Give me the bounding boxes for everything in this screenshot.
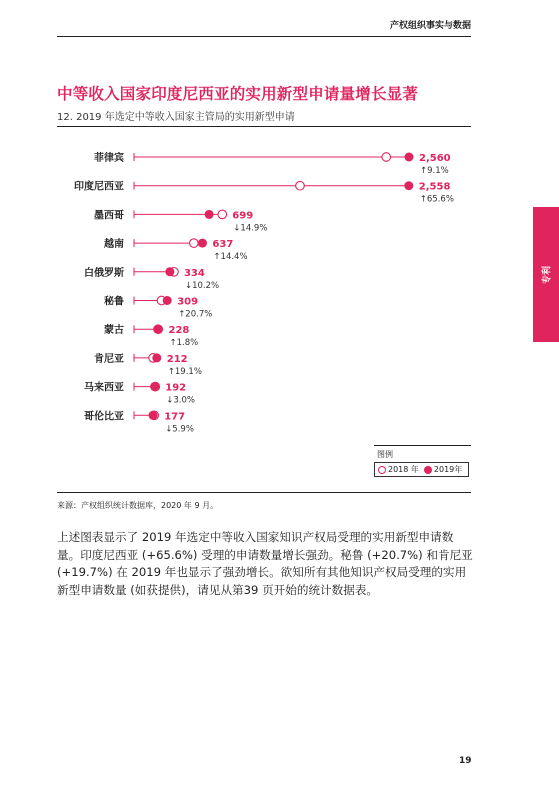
value-label: 637 — [212, 239, 234, 251]
category-label: 蒙古 — [104, 325, 124, 337]
value-label: 228 — [168, 325, 190, 337]
figure-title: 中等收入国家印度尼西亚的实用新型申请量增长显著 — [57, 85, 419, 103]
category-label: 墨西哥 — [94, 210, 124, 222]
marker-2019 — [165, 267, 174, 276]
category-label: 越南 — [104, 239, 124, 251]
change-label: ↑14.4% — [213, 252, 248, 263]
value-label: 212 — [166, 353, 188, 365]
marker-2018 — [382, 153, 391, 162]
category-label: 菲律宾 — [94, 153, 124, 164]
category-label: 印度尼西亚 — [74, 181, 124, 193]
section-title: 产权组织事实与数据 — [389, 21, 471, 31]
chart-legend — [374, 445, 471, 480]
value-label: 192 — [165, 382, 187, 394]
category-label: 秘鲁 — [104, 296, 124, 308]
side-tab-label: 专利 — [542, 265, 553, 284]
marker-2019 — [404, 181, 413, 190]
category-label: 哥伦比亚 — [84, 411, 124, 423]
marker-2019 — [154, 325, 163, 334]
body-paragraph: 上述图表显示了 2019 年选定中等收入国家知识产权局受理的实用新型申请数量。印度尼西亚 (+65.6%) 受理的申请数量增长强劲。秘鲁 (+20.7%) 和肯尼亚 (+19.7%) 在 2019 年也显示了强劲增长。欲知所有其他知识产权局受理的实用新型申请数量 (如获提供)，请见从第39 页开始的统计数据表。 — [57, 530, 473, 597]
legend-items — [374, 462, 469, 477]
change-label: ↑19.1% — [167, 366, 202, 377]
figure-subtitle: 12. 2019 年选定中等收入国家主管局的实用新型申请 — [57, 112, 295, 123]
category-label: 白俄罗斯 — [84, 267, 124, 279]
legend-2019-label: 2019年 — [433, 465, 463, 474]
change-label: ↑20.7% — [178, 309, 213, 320]
marker-2018 — [190, 239, 199, 248]
marker-2019 — [198, 239, 207, 248]
value-label: 177 — [164, 411, 186, 423]
marker-2019 — [205, 210, 214, 219]
change-label: ↑9.1% — [420, 166, 449, 176]
value-label: 334 — [183, 267, 205, 279]
value-label: 2,558 — [418, 181, 451, 193]
legend-2018-marker — [378, 466, 386, 474]
marker-2018 — [296, 181, 305, 190]
change-label: ↑1.8% — [169, 338, 199, 349]
change-label: ↓10.2% — [184, 280, 220, 291]
marker-2018 — [218, 210, 227, 219]
marker-2019 — [405, 153, 414, 162]
marker-2019 — [149, 411, 158, 420]
page-number: 19 — [459, 756, 472, 766]
change-label: ↓5.9% — [165, 424, 194, 435]
marker-2019 — [150, 382, 159, 391]
source-divider — [57, 492, 471, 493]
marker-2019 — [163, 296, 172, 305]
change-label: ↑65.6% — [419, 194, 454, 205]
source-note: 来源：产权组织统计数据库，2020 年 9 月。 — [57, 501, 219, 510]
value-label: 2,560 — [419, 153, 451, 164]
category-label: 马来西亚 — [84, 382, 124, 394]
change-label: ↓3.0% — [166, 395, 195, 406]
value-label: 699 — [232, 210, 254, 222]
marker-2019 — [152, 353, 161, 362]
legend-2018-label: 2018 年 — [388, 465, 419, 474]
legend-title: 图例 — [377, 450, 393, 459]
category-label: 肯尼亚 — [94, 353, 124, 365]
value-label: 309 — [177, 296, 199, 308]
legend-2019-marker — [424, 466, 432, 474]
change-label: ↓14.9% — [233, 223, 268, 234]
